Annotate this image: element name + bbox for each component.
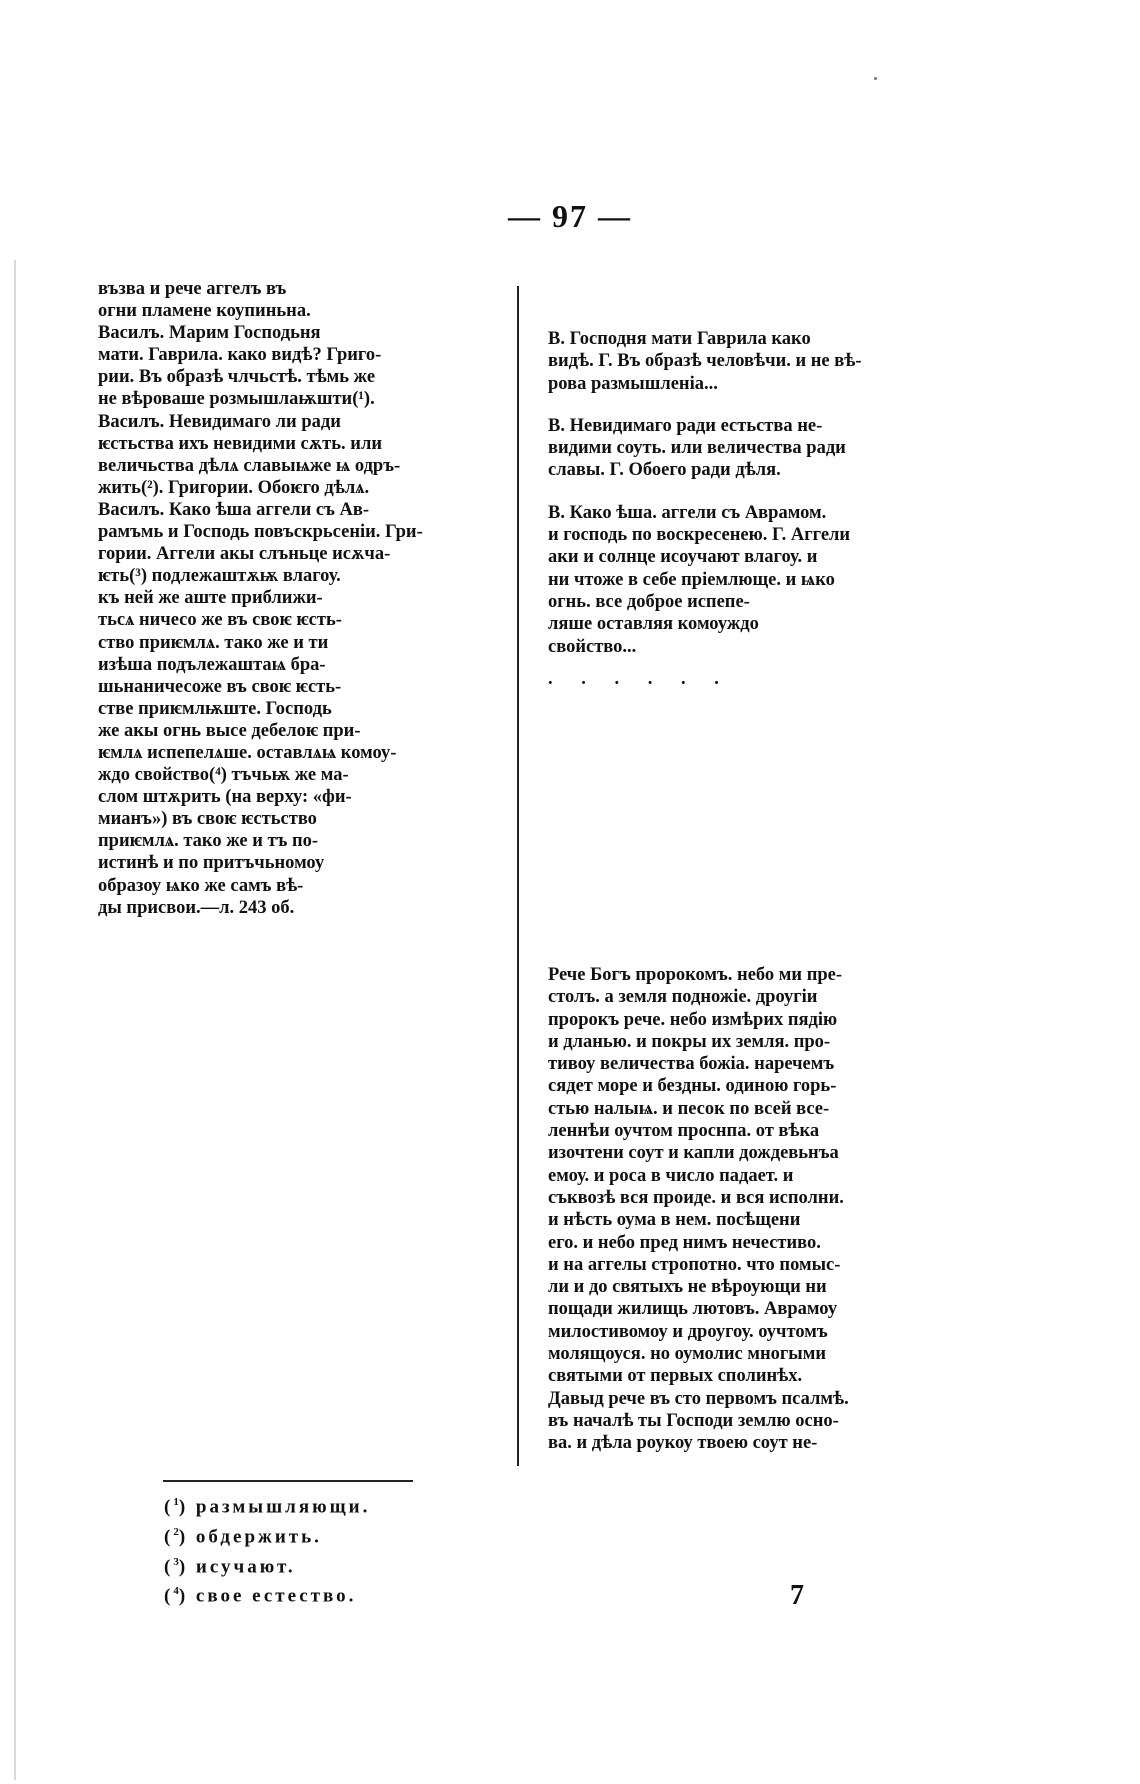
page-number: — 97 — <box>508 198 632 234</box>
left-text-line: ѥстьства ихъ невидими сѫть. или <box>98 433 383 454</box>
right-column-lower-text <box>548 964 928 1455</box>
right-paragraph <box>548 415 928 482</box>
left-text-line: мати. Гаврила. како видѣ? Григо- <box>98 345 382 366</box>
right-text-line: ни чтоже в себе пріемлюще. и ѩко <box>548 569 835 590</box>
left-text-line: образоу ѩко же самъ вѣ- <box>98 875 304 896</box>
right-lower-text-line: Давыд рече въ сто первомъ псалмѣ. <box>548 1388 849 1409</box>
left-column-text <box>98 278 510 919</box>
left-text-line: гории. Аггели акы слъньце исѫча- <box>98 544 391 565</box>
right-text-line: В. Господня мати Гаврила како <box>548 329 811 349</box>
left-text-line: величьства дѣлѧ славыѩже ѩ одръ- <box>98 455 401 476</box>
footnotes <box>164 1490 494 1609</box>
left-text-line: ство приѥмлѧ. тако же и ти <box>98 632 329 653</box>
left-text-line: стве приѥмлѭште. Господь <box>98 698 332 719</box>
right-lower-text-line: съквозѣ вся проиде. и вся исполни. <box>548 1187 844 1208</box>
signature-mark: 7 <box>790 1580 804 1611</box>
right-lower-text-line: ва. и дѣла роукоу твоею соут не- <box>548 1433 818 1454</box>
footnote-text: размышляющи. <box>195 1496 371 1518</box>
right-lower-text-line: пощади жилищь лютовъ. Аврамоу <box>548 1299 838 1320</box>
left-text-line: ды присвои.—л. 243 об. <box>98 897 295 918</box>
right-lower-text-line: изочтени соут и капли дождевьнъа <box>548 1143 839 1164</box>
footnote-mark: 3 <box>173 1555 179 1568</box>
right-text-line: рова размышленіа... <box>548 373 718 394</box>
footnote-rule <box>163 1480 413 1482</box>
left-text-line: шьнаничесоже въ своѥ ѥсть- <box>98 676 342 697</box>
footnote-text: свое естество. <box>195 1585 357 1607</box>
right-lower-text-line: святыми от первых сполинѣх. <box>548 1366 803 1387</box>
right-text-line: и господь по воскресенею. Г. Аггели <box>548 525 851 546</box>
ellipsis-dots: . . . . . . <box>548 668 731 689</box>
right-lower-text-line: молящоуся. но оумолис многыми <box>548 1344 827 1365</box>
left-text-line: Василъ. Марим Господьня <box>98 323 321 344</box>
footnote-text: обдержить. <box>195 1526 322 1548</box>
right-lower-text-line: Рече Богъ пророкомъ. небо ми пре- <box>548 965 843 985</box>
right-text-line: свойство... <box>548 636 637 657</box>
left-text-line: възва и рече аггелъ въ <box>98 279 287 299</box>
right-lower-text-line: и на аггелы стропотно. что помыс- <box>548 1254 841 1275</box>
left-text-line: тьсѧ ничесо же въ своѥ ѥсть- <box>98 610 342 631</box>
footnote-item: ($^2$) обдержить. <box>164 1525 322 1548</box>
left-text-line: слом штѫрить (на верху: «фи- <box>98 787 352 808</box>
right-text-line: В. Невидимаго ради естьства не- <box>548 415 823 436</box>
footnote-mark: 4 <box>173 1585 179 1598</box>
right-lower-text-line: леннѣи оучтом проснпа. от вѣка <box>548 1121 820 1142</box>
left-text-line: приѥмлѧ. тако же и тъ по- <box>98 831 319 852</box>
right-lower-text-line: ли и до святыхъ не вѣроующи ни <box>548 1277 827 1298</box>
right-lower-text-line: пророкъ рече. небо измѣрих пядію <box>548 1009 838 1030</box>
right-lower-text-line: и дланью. и покры их земля. про- <box>548 1031 831 1052</box>
footnote-mark: 1 <box>173 1496 179 1508</box>
left-text-line: же акы огнь высе дебелоѥ при- <box>98 720 361 741</box>
footnote-text: исучают. <box>195 1555 296 1577</box>
right-lower-text-line: столъ. а земля подножіе. дроугіи <box>548 987 818 1008</box>
left-text-line: изѣша подълежаштаѩ бра- <box>98 654 326 675</box>
right-lower-text-line: емоу. и роса в число падает. и <box>548 1165 794 1186</box>
left-text-line: огни пламене коупиньна. <box>98 301 311 322</box>
right-lower-text-line: милостивомоу и дроугоу. оучтомъ <box>548 1321 828 1342</box>
left-text-line: Василъ. Невидимаго ли ради <box>98 411 341 432</box>
left-text-line: рамъмь и Господь повъскрьсеніи. Гри- <box>98 522 423 543</box>
right-text-line: видѣ. Г. Въ образѣ человѣчи. и не вѣ- <box>548 351 862 372</box>
footnote-item: ($^4$) свое естество. <box>164 1585 357 1607</box>
right-text-line: видими соуть. или величества ради <box>548 438 846 459</box>
right-lower-text-line: тивоу величества божіа. наречемъ <box>548 1054 835 1075</box>
left-text-line: Василъ. Како ѣша аггели съ Ав- <box>98 499 369 520</box>
right-column-text <box>548 328 928 690</box>
left-text-line: мианъ») въ своѥ ѥстьство <box>98 809 317 830</box>
left-text-line: къ ней же аште приближи- <box>98 588 323 609</box>
footnote-item: ($^1$) размышляющи. <box>164 1496 371 1518</box>
right-text-line: ляше оставляя комоуждо <box>548 614 759 635</box>
left-text-line: не вѣроваше розмышлаѭшти(¹). <box>98 389 375 410</box>
footnote-mark: 2 <box>173 1525 179 1538</box>
left-text-line: ѥть(³) подлежаштѫѭ влагоу. <box>98 566 341 587</box>
column-divider <box>517 286 519 1466</box>
left-text-line: рии. Въ образѣ члчьстѣ. тѣмь же <box>98 367 376 388</box>
left-text-line: жить(²). Григории. Обоѥго дѣлѧ. <box>98 477 370 498</box>
left-text-line: ѥмлѧ испепелѧше. оставлѧѩ комоу- <box>98 742 397 763</box>
right-text-line: аки и солнце исоучают влагоу. и <box>548 547 818 568</box>
left-text-line: ждо свойство(⁴) тъчьѭ же ма- <box>98 765 349 786</box>
right-lower-text-line: стью налыѩ. и песок по всей все- <box>548 1098 830 1119</box>
left-edge-shadow <box>14 260 16 1780</box>
right-text-line: славы. Г. Обоего ради дѣля. <box>548 460 781 481</box>
right-lower-text-line: въ началѣ ты Господи землю осно- <box>548 1410 839 1431</box>
right-text-line: В. Како ѣша. аггели съ Аврамом. <box>548 502 827 523</box>
right-text-line: огнь. все доброе испепе- <box>548 591 750 612</box>
right-paragraph <box>548 502 928 658</box>
print-speck <box>874 77 877 80</box>
right-paragraph <box>548 328 928 395</box>
left-text-line: истинѣ и по притъчьномоу <box>98 853 325 874</box>
footnote-item: ($^3$) исучают. <box>164 1555 296 1577</box>
right-lower-text-line: его. и небо пред нимъ нечестиво. <box>548 1232 821 1253</box>
right-lower-text-line: сядет море и бездны. одиною горь- <box>548 1076 837 1097</box>
right-lower-text-line: и нѣсть оума в нем. посѣщени <box>548 1210 801 1231</box>
